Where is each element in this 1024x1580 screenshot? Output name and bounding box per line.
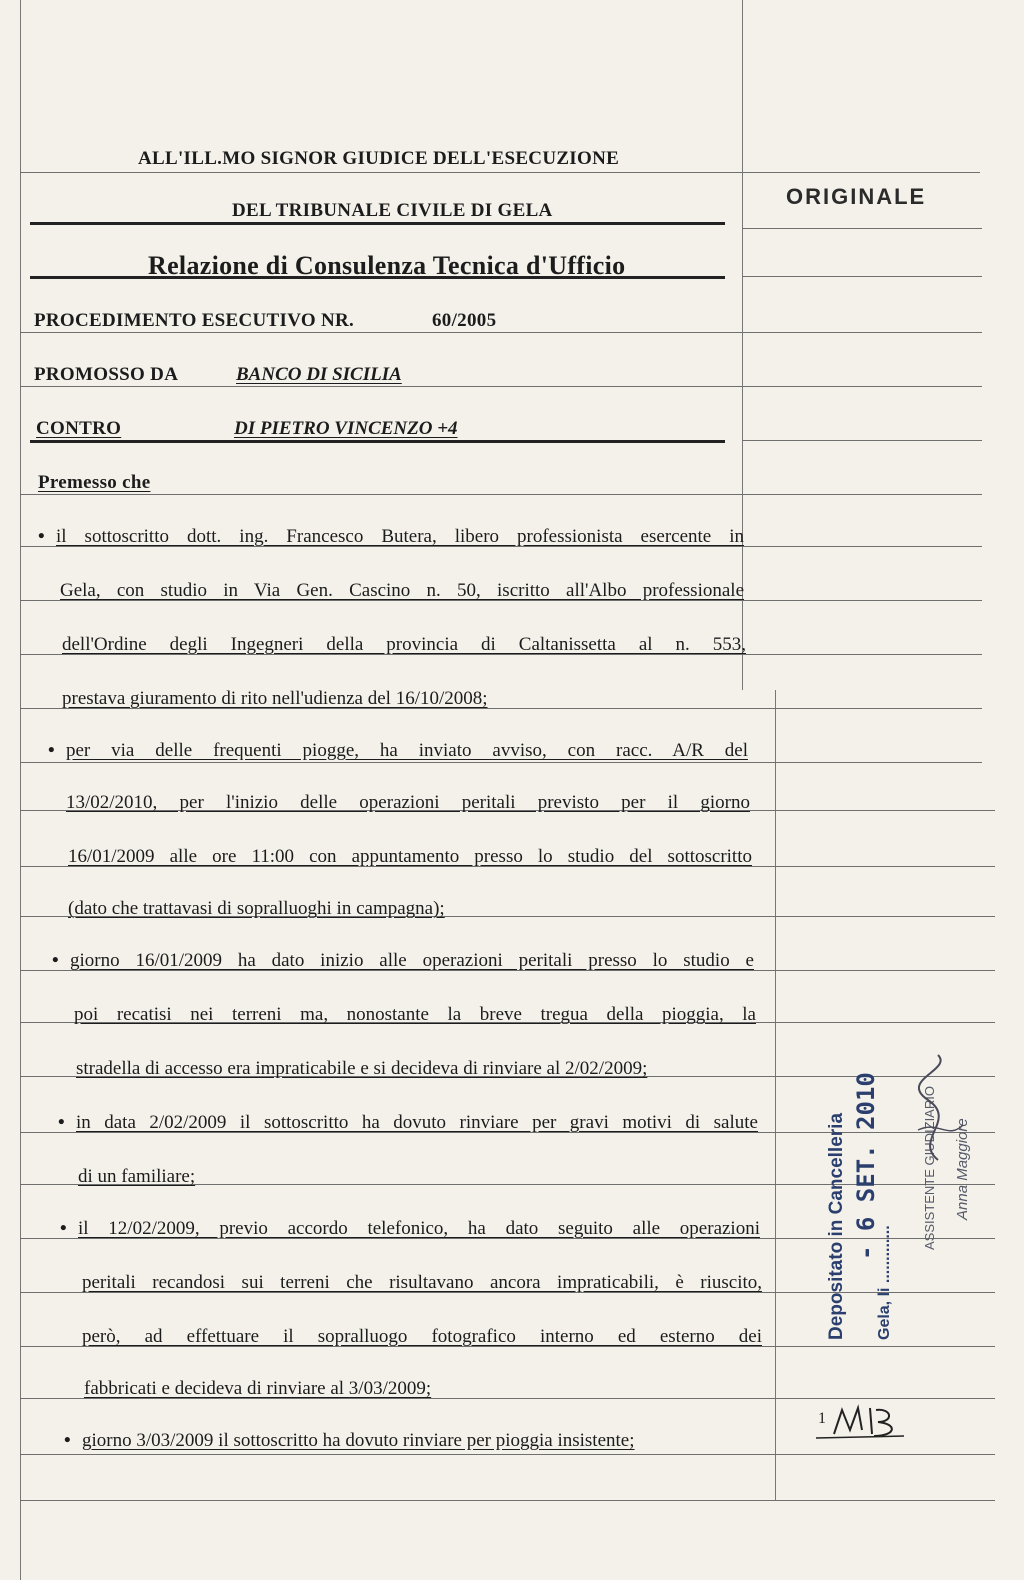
contro-label: CONTRO bbox=[36, 418, 122, 439]
text-line: • il 12/02/2009, previo accordo telefonico, ha dato seguito alle operazioni bbox=[60, 1218, 760, 1239]
deposit-stamp bbox=[812, 1010, 982, 1350]
bullet: • bbox=[60, 1218, 67, 1239]
procedimento-value: 60/2005 bbox=[432, 310, 497, 331]
promosso-label: PROMOSSO DA bbox=[34, 364, 179, 385]
original-mark: ORIGINALE bbox=[786, 184, 927, 209]
rule bbox=[742, 276, 982, 277]
right-margin-line-lower bbox=[775, 690, 776, 1500]
document-title: Relazione di Consulenza Tecnica d'Ufficio bbox=[148, 251, 626, 280]
promosso-value: BANCO DI SICILIA bbox=[236, 364, 402, 385]
rule-thick bbox=[30, 440, 725, 443]
stamp-date: - 6 SET. 2010 bbox=[852, 1072, 880, 1260]
bullet: • bbox=[38, 526, 45, 547]
text-line: • giorno 16/01/2009 ha dato inizio alle operazioni peritali presso lo studio e bbox=[52, 950, 754, 971]
stamp-line-1: Depositato in Cancelleria bbox=[826, 1112, 847, 1340]
signature-initials bbox=[812, 1400, 912, 1450]
rule bbox=[20, 332, 982, 333]
text-line: • giorno 3/03/2009 il sottoscritto ha dovuto rinviare per pioggia insistente; bbox=[64, 1430, 635, 1451]
signature-scribble bbox=[812, 1400, 912, 1450]
stamp-line-5: Anna Maggiore bbox=[954, 1118, 971, 1220]
rule bbox=[20, 172, 980, 173]
rule bbox=[20, 386, 982, 387]
text-line: dell'Ordine degli Ingegneri della provincia di Caltanissetta al n. 553, bbox=[62, 634, 746, 655]
stamp-line-3: Gela, li ............. bbox=[876, 1225, 893, 1340]
header-line-1: ALL'ILL.MO SIGNOR GIUDICE DELL'ESECUZIONE bbox=[138, 148, 620, 169]
rule bbox=[20, 762, 982, 763]
rule bbox=[20, 1500, 995, 1501]
stamp-signature-scribble bbox=[908, 1050, 968, 1170]
rule bbox=[20, 494, 982, 495]
contro-value: DI PIETRO VINCENZO +4 bbox=[234, 418, 458, 439]
rule-thick bbox=[30, 222, 725, 225]
header-line-2: DEL TRIBUNALE CIVILE DI GELA bbox=[232, 200, 553, 221]
bullet: • bbox=[48, 740, 55, 761]
rule bbox=[742, 228, 982, 229]
bullet: • bbox=[52, 950, 59, 971]
text-line: stradella di accesso era impraticabile e si decideva di rinviare al 2/02/2009; bbox=[76, 1058, 648, 1079]
rule bbox=[742, 440, 982, 441]
text-line: Gela, con studio in Via Gen. Cascino n. 50, iscritto all'Albo professionale bbox=[60, 580, 744, 601]
premesso-heading: Premesso che bbox=[38, 472, 151, 493]
rule bbox=[20, 1454, 995, 1455]
text-line: però, ad effettuare il sopralluogo fotografico interno ed esterno dei bbox=[82, 1326, 762, 1347]
stamp-line-4: ASSISTENTE GIUDIZIARIO bbox=[922, 1086, 937, 1250]
text-line: prestava giuramento di rito nell'udienza del 16/10/2008; bbox=[62, 688, 488, 709]
text-line: 13/02/2010, per l'inizio delle operazioni peritali previsto per il giorno bbox=[66, 792, 750, 813]
signature-number: 1 bbox=[818, 1410, 826, 1427]
bullet: • bbox=[58, 1112, 65, 1133]
text-line: di un familiare; bbox=[78, 1166, 196, 1187]
text-line: • per via delle frequenti piogge, ha inviato avviso, con racc. A/R del bbox=[48, 740, 748, 761]
text-line: peritali recandosi sui terreni che risultavano ancora impraticabili, è riuscito, bbox=[82, 1272, 762, 1293]
left-margin-line bbox=[20, 0, 21, 1580]
text-line: fabbricati e decideva di rinviare al 3/03/2009; bbox=[84, 1378, 432, 1399]
bullet: • bbox=[64, 1430, 71, 1451]
procedimento-label: PROCEDIMENTO ESECUTIVO NR. bbox=[34, 310, 355, 331]
text-line: 16/01/2009 alle ore 11:00 con appuntamento presso lo studio del sottoscritto bbox=[68, 846, 752, 867]
text-line: • in data 2/02/2009 il sottoscritto ha dovuto rinviare per gravi motivi di salute bbox=[58, 1112, 758, 1133]
text-line: • il sottoscritto dott. ing. Francesco Butera, libero professionista esercente in bbox=[38, 526, 744, 547]
text-line: (dato che trattavasi di sopralluoghi in campagna); bbox=[68, 898, 445, 919]
text-line: poi recatisi nei terreni ma, nonostante la breve tregua della pioggia, la bbox=[74, 1004, 756, 1025]
